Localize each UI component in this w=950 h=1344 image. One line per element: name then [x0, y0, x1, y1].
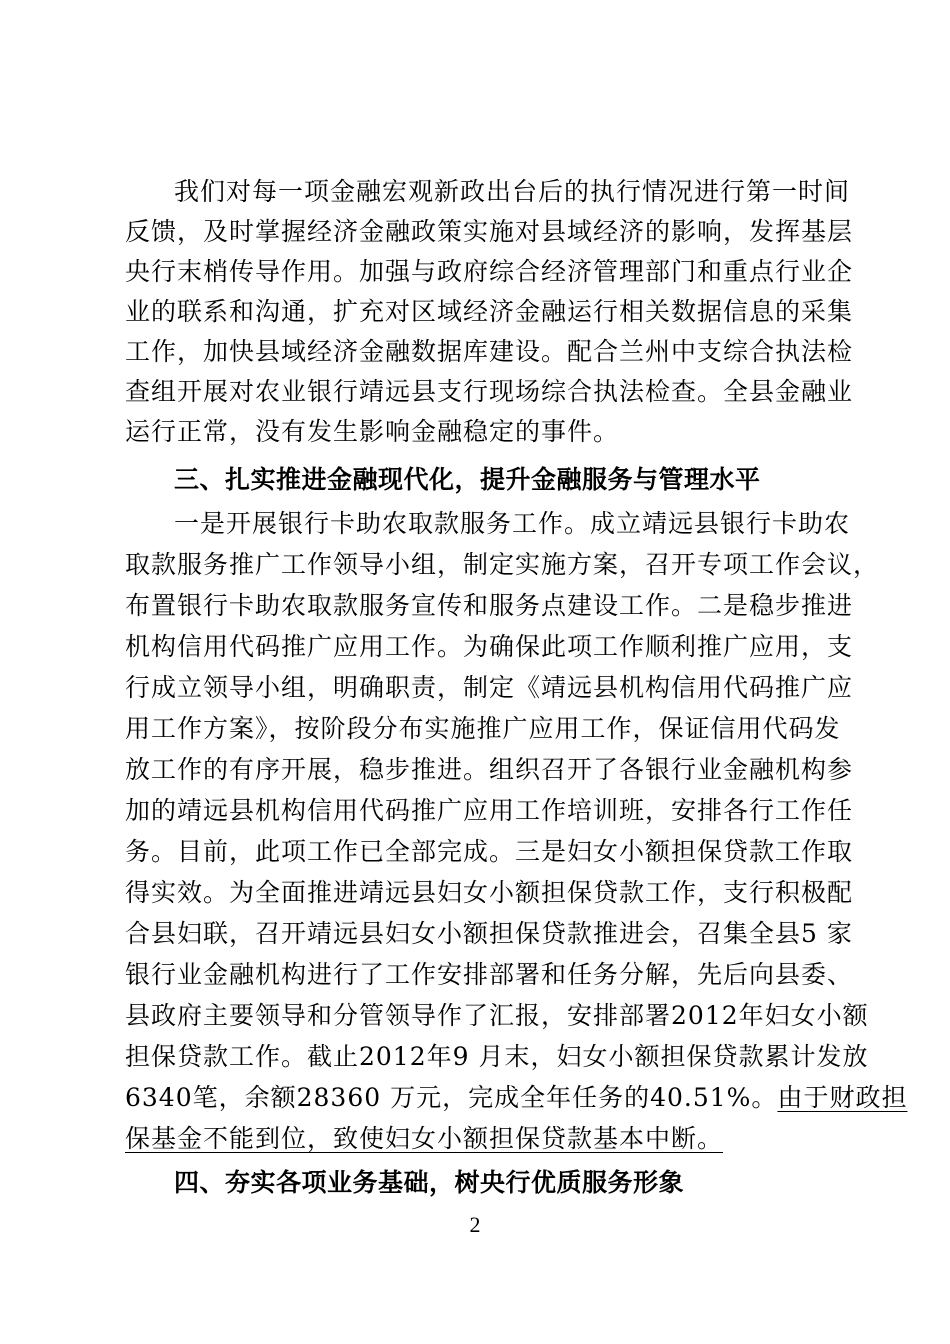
- text-line: 反馈，及时掌握经济金融政策实施对县域经济的影响，发挥基层: [125, 217, 854, 246]
- text-line: 担保贷款工作。截止2012年9 月末，妇女小额担保贷款累计发放: [125, 1042, 869, 1071]
- text-line: [125, 1119, 825, 1159]
- text-line: 县政府主要领导和分管领导作了汇报，安排部署2012年妇女小额: [125, 1001, 869, 1030]
- underlined-text: 保基金不能到位，致使妇女小额担保贷款基本中断。: [125, 1124, 724, 1153]
- text-line: 工作，加快县域经济金融数据库建设。配合兰州中支综合执法检: [125, 337, 854, 366]
- text-line: 行成立领导小组，明确职责，制定《靖远县机构信用代码推广应: [125, 673, 854, 702]
- text-line: 业的联系和沟通，扩充对区域经济金融运行相关数据信息的采集: [125, 297, 854, 326]
- underlined-text: 由于财政担: [777, 1083, 908, 1112]
- text-line: 放工作的有序开展，稳步推进。组织召开了各银行业金融机构参: [125, 755, 854, 784]
- text-line: 运行正常，没有发生影响金融稳定的事件。: [125, 417, 620, 446]
- text-line: 得实效。为全面推进靖远县妇女小额担保贷款工作，支行积极配: [125, 878, 854, 907]
- section-heading-4: 四、夯实各项业务基础，树央行优质服务形象: [174, 1168, 685, 1197]
- text-line: 取款服务推广工作领导小组，制定实施方案，召开专项工作会议，: [125, 550, 880, 579]
- section-heading-3: 三、扎实推进金融现代化，提升金融服务与管理水平: [174, 465, 761, 494]
- text-line: 查组开展对农业银行靖远县支行现场综合执法检查。全县金融业: [125, 377, 854, 406]
- text-line: 加的靖远县机构信用代码推广应用工作培训班，安排各行工作任: [125, 796, 854, 825]
- text-span: 6340笔，余额28360 万元，完成全年任务的40.51%。: [125, 1083, 778, 1112]
- text-line: 我们对每一项金融宏观新政出台后的执行情况进行第一时间: [174, 177, 851, 206]
- text-line: 央行末梢传导作用。加强与政府综合经济管理部门和重点行业企: [125, 257, 854, 286]
- text-line: [125, 1078, 908, 1118]
- page-number: 2: [469, 1212, 481, 1237]
- text-line: 一是开展银行卡助农取款服务工作。成立靖远县银行卡助农: [174, 509, 851, 538]
- text-line: 布置银行卡助农取款服务宣传和服务点建设工作。二是稳步推进: [125, 591, 854, 620]
- text-line: 用工作方案》，按阶段分布实施推广应用工作，保证信用代码发: [125, 714, 841, 743]
- text-line: 合县妇联，召开靖远县妇女小额担保贷款推进会，召集全县5 家: [125, 919, 853, 948]
- text-line: 务。目前，此项工作已全部完成。三是妇女小额担保贷款工作取: [125, 837, 854, 866]
- text-line: 机构信用代码推广应用工作。为确保此项工作顺利推广应用，支: [125, 632, 854, 661]
- text-line: 银行业金融机构进行了工作安排部署和任务分解，先后向县委、: [125, 960, 854, 989]
